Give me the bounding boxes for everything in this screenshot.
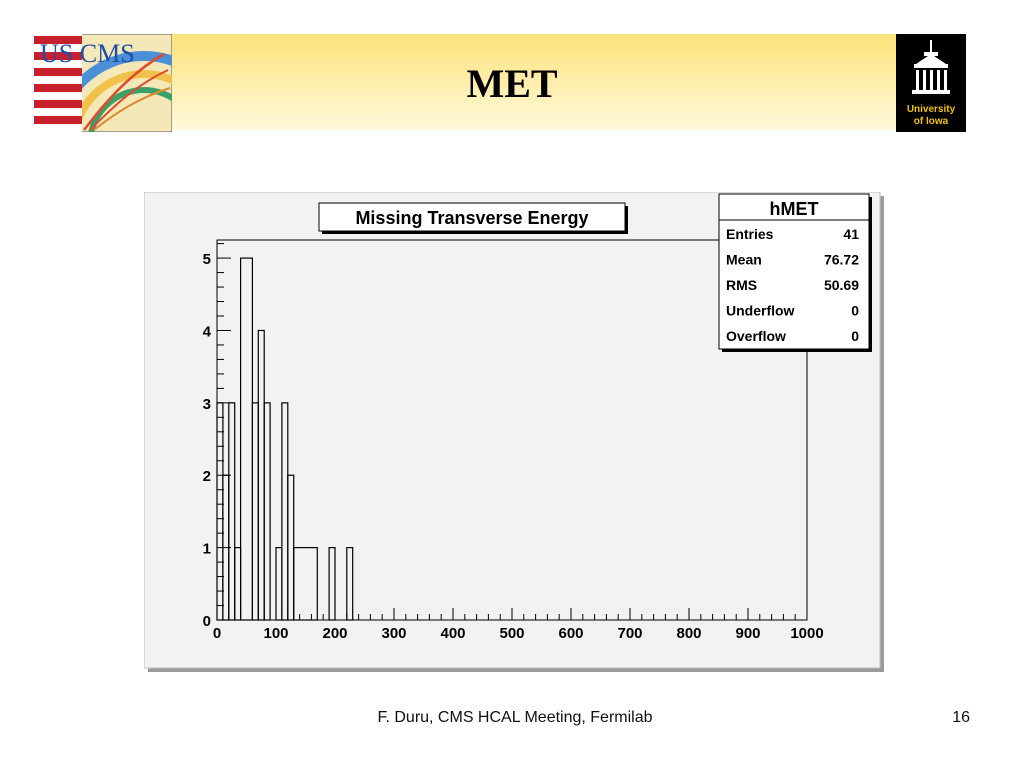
x-tick-label: 800 — [676, 625, 702, 642]
histogram-chart — [144, 192, 884, 672]
stats-label: Underflow — [726, 302, 795, 319]
svg-text:US CMS: US CMS — [40, 39, 135, 68]
page-number: 16 — [952, 709, 970, 726]
x-tick-label: 600 — [558, 625, 584, 642]
stats-label: Mean — [726, 251, 762, 268]
stats-value: 0 — [851, 328, 859, 344]
y-tick-label: 0 — [202, 613, 211, 630]
chart-title: Missing Transverse Energy — [355, 208, 589, 228]
y-tick-label: 1 — [202, 540, 211, 558]
slide-title: MET — [466, 61, 558, 106]
x-tick-label: 700 — [617, 625, 643, 642]
x-tick-label: 1000 — [790, 625, 824, 642]
footer-text: F. Duru, CMS HCAL Meeting, Fermilab — [377, 709, 653, 726]
y-tick-label: 3 — [202, 395, 211, 413]
x-tick-label: 400 — [440, 625, 466, 642]
stats-label: Entries — [726, 226, 774, 242]
x-tick-label: 200 — [322, 625, 348, 642]
stats-value: 0 — [851, 302, 859, 319]
svg-text:University: University — [906, 104, 956, 115]
stats-value: 76.72 — [823, 251, 859, 268]
x-tick-label: 500 — [499, 625, 525, 642]
stats-value: 41 — [843, 226, 859, 242]
stats-name: hMET — [769, 199, 819, 219]
stats-label: Overflow — [726, 328, 786, 344]
x-tick-label: 900 — [735, 625, 761, 642]
stats-value: 50.69 — [823, 277, 859, 293]
y-tick-label: 5 — [202, 251, 211, 269]
x-tick-label: 100 — [263, 625, 289, 642]
svg-text:of Iowa: of Iowa — [913, 116, 949, 127]
stats-label: RMS — [726, 277, 758, 293]
y-tick-label: 4 — [202, 323, 211, 341]
x-tick-label: 0 — [212, 625, 222, 642]
y-tick-label: 2 — [202, 468, 211, 486]
x-tick-label: 300 — [381, 625, 407, 642]
